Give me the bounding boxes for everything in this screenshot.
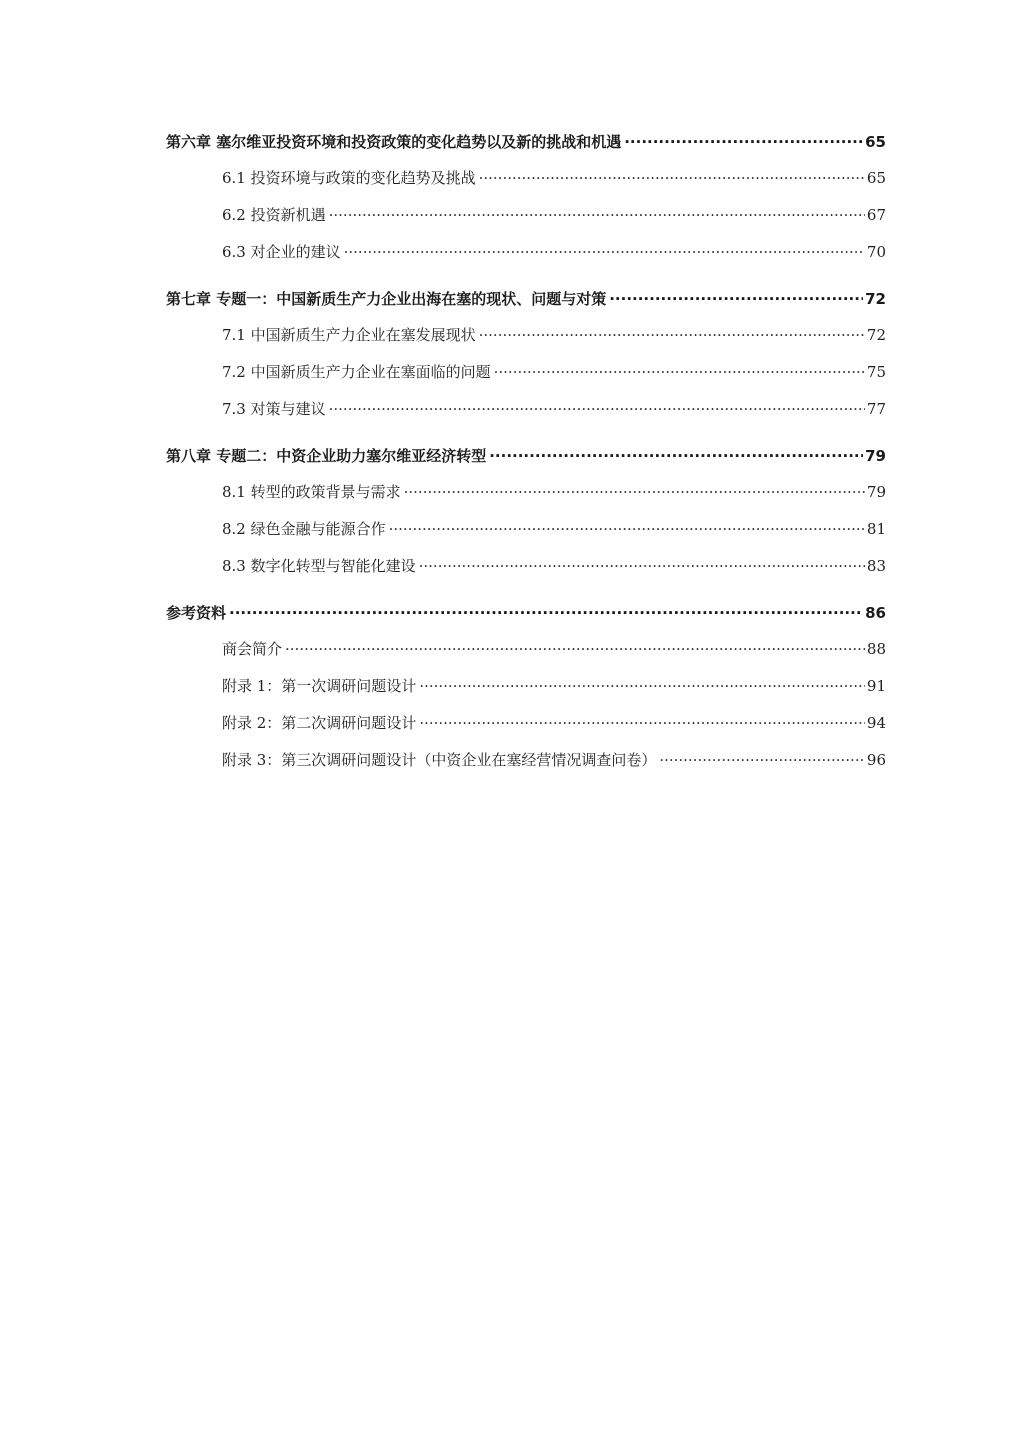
toc-chapter-7[interactable] — [166, 281, 886, 317]
toc-section-7-3[interactable] — [166, 391, 886, 428]
toc-section-title: 附录 1：第一次调研问题设计 — [222, 677, 417, 695]
toc-page-number: 65 — [865, 133, 886, 151]
toc-section-title: 商会简介 — [222, 640, 283, 658]
toc-section-title: 7.1 中国新质生产力企业在塞发展现状 — [222, 326, 476, 344]
toc-section-title: 6.2 投资新机遇 — [222, 206, 326, 224]
toc-section-6-3[interactable] — [166, 234, 886, 271]
toc-chapter-8[interactable] — [166, 438, 886, 474]
toc-page-number: 67 — [866, 206, 886, 224]
dot-leader — [609, 281, 863, 317]
toc-page-number: 86 — [865, 604, 886, 622]
dot-leader — [344, 234, 865, 271]
toc-section-title: 8.2 绿色金融与能源合作 — [222, 520, 386, 538]
toc-chapter-title: 第七章 专题一：中国新质生产力企业出海在塞的现状、问题与对策 — [166, 290, 607, 308]
dot-leader — [285, 631, 865, 668]
toc-section-title: 6.1 投资环境与政策的变化趋势及挑战 — [222, 169, 476, 187]
toc-section-appendix-2[interactable] — [166, 705, 886, 742]
toc-section-title: 附录 2：第二次调研问题设计 — [222, 714, 417, 732]
dot-leader — [624, 124, 863, 160]
dot-leader — [329, 391, 865, 428]
toc-page-number: 81 — [866, 520, 886, 538]
dot-leader — [494, 354, 865, 391]
toc-page-number: 88 — [866, 640, 886, 658]
toc-section-6-1[interactable] — [166, 160, 886, 197]
toc-page-number: 79 — [865, 447, 886, 465]
toc-section-7-1[interactable] — [166, 317, 886, 354]
dot-leader — [389, 511, 865, 548]
toc-page-number: 77 — [866, 400, 886, 418]
dot-leader — [419, 548, 865, 585]
toc-section-title: 附录 3：第三次调研问题设计（中资企业在塞经营情况调查问卷） — [222, 751, 657, 769]
dot-leader — [329, 197, 865, 234]
toc-chapter-6[interactable] — [166, 124, 886, 160]
toc-page-number: 94 — [866, 714, 886, 732]
dot-leader — [229, 595, 863, 631]
toc-section-title: 7.3 对策与建议 — [222, 400, 326, 418]
toc-page-number: 79 — [866, 483, 886, 501]
toc-page-number: 72 — [866, 326, 886, 344]
toc-section-title: 8.1 转型的政策背景与需求 — [222, 483, 401, 501]
toc-section-8-3[interactable] — [166, 548, 886, 585]
toc-section-title: 6.3 对企业的建议 — [222, 243, 341, 261]
dot-leader — [479, 317, 865, 354]
dot-leader — [419, 668, 865, 705]
toc-page-number: 72 — [865, 290, 886, 308]
toc-chapter-references[interactable] — [166, 595, 886, 631]
dot-leader — [479, 160, 865, 197]
toc-page-number: 83 — [866, 557, 886, 575]
dot-leader — [419, 705, 865, 742]
toc-section-8-1[interactable] — [166, 474, 886, 511]
toc-section-6-2[interactable] — [166, 197, 886, 234]
toc-page-number: 75 — [866, 363, 886, 381]
toc-section-appendix-3[interactable] — [166, 742, 886, 779]
toc-page-number: 91 — [866, 677, 886, 695]
dot-leader — [404, 474, 865, 511]
toc-page-number: 65 — [866, 169, 886, 187]
toc-section-8-2[interactable] — [166, 511, 886, 548]
dot-leader — [489, 438, 863, 474]
dot-leader — [659, 742, 865, 779]
toc-section-7-2[interactable] — [166, 354, 886, 391]
toc-chapter-title: 第八章 专题二：中资企业助力塞尔维亚经济转型 — [166, 447, 487, 465]
table-of-contents — [166, 124, 886, 779]
toc-section-appendix-1[interactable] — [166, 668, 886, 705]
toc-page-number: 70 — [866, 243, 886, 261]
toc-page-number: 96 — [866, 751, 886, 769]
toc-section-chamber-intro[interactable] — [166, 631, 886, 668]
toc-section-title: 8.3 数字化转型与智能化建设 — [222, 557, 416, 575]
toc-section-title: 7.2 中国新质生产力企业在塞面临的问题 — [222, 363, 491, 381]
toc-chapter-title: 参考资料 — [166, 604, 227, 622]
toc-chapter-title: 第六章 塞尔维亚投资环境和投资政策的变化趋势以及新的挑战和机遇 — [166, 133, 622, 151]
